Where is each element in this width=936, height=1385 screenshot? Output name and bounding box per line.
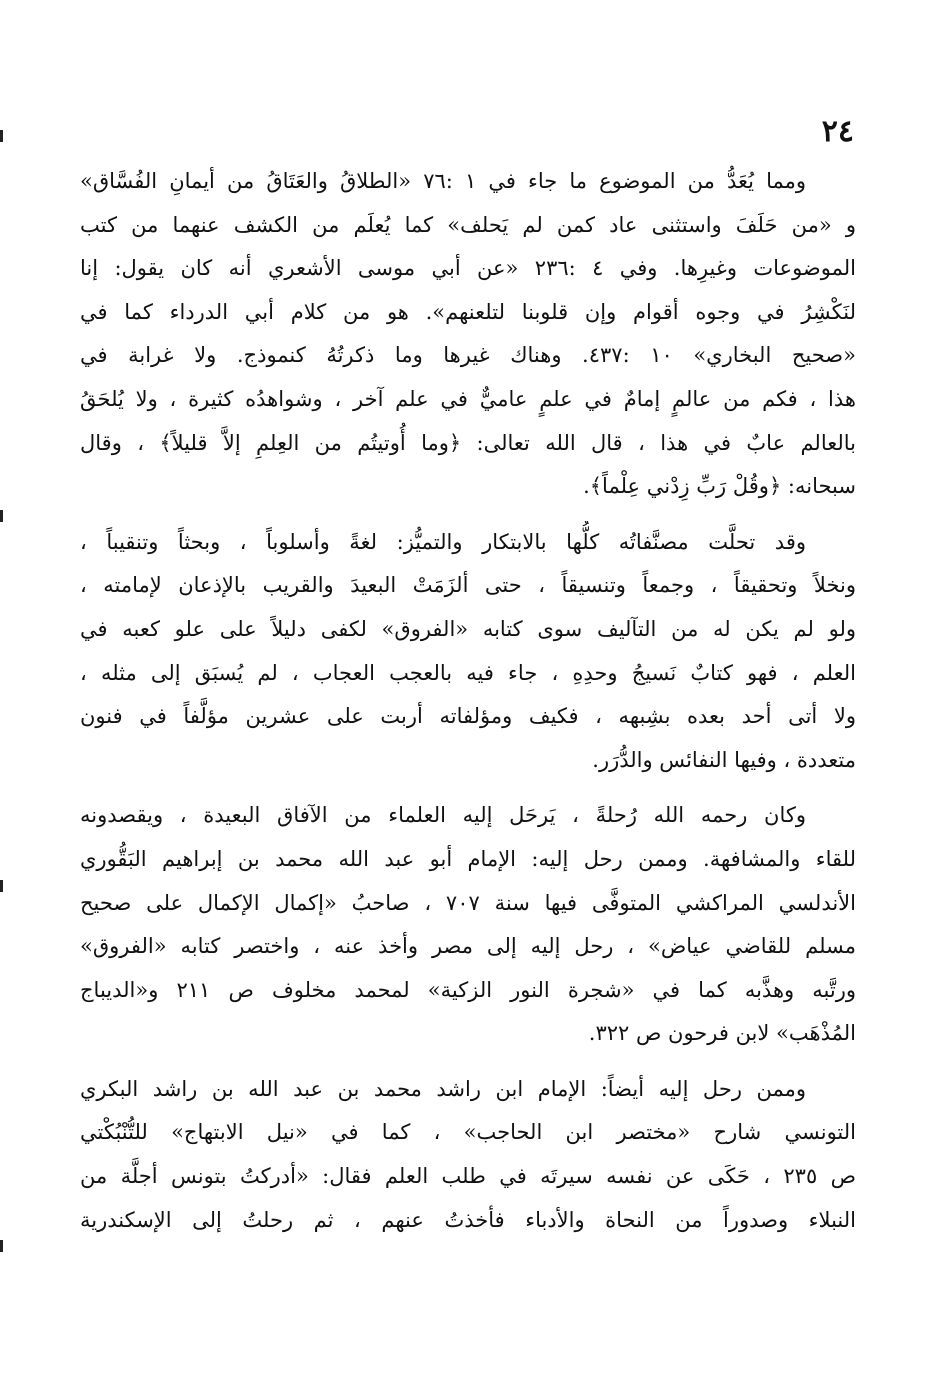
- margin-mark: [0, 1240, 3, 1252]
- margin-mark: [0, 880, 3, 892]
- text-line: «صحيح البخاري» ١٠ :٤٣٧. وهناك غيرها وما ذكرتُهُ كنموذج. ولا غرابة في: [80, 343, 856, 368]
- text-line: متعددة ، وفيها النفائس والدُّرَر.: [592, 747, 856, 772]
- text-line: هذا ، فكم من عالمٍ إمامٌ في علمٍ عاميٌّ في علم آخر ، وشواهدُه كثيرة ، ولا يُلحَقُ: [80, 386, 856, 411]
- paragraph-4: [80, 1068, 856, 1242]
- text-line: لنَكْشِرُ في وجوه أقوام وإن قلوبنا لتلعنهم». هو من كلام أبي الدرداء كما في: [80, 299, 856, 324]
- text-line: بالعالم عابٌ في هذا ، قال الله تعالى: ﴿وما أُوتيتُم من العِلمِ إلاَّ قليلاً﴾ ، وقال: [80, 430, 856, 455]
- body-text: [80, 160, 856, 1254]
- text-line: مسلم للقاضي عياض» ، رحل إليه إلى مصر وأخذ عنه ، واختصر كتابه «الفروق»: [80, 934, 856, 959]
- text-line: ورتَّبه وهذَّبه كما في «شجرة النور الزكية» لمحمد مخلوف ص ٢١١ و«الديباج: [80, 977, 856, 1002]
- text-line: ومما يُعَدُّ من الموضوع ما جاء في ١ :٧٦ «الطلاقُ والعَتَاقُ من أيمانِ الفُسَّاق»: [80, 169, 807, 193]
- text-line: و «من حَلَفَ واستثنى عاد كمن لم يَحلف» كما يُعلَم من الكشف عنهما من كتب: [80, 212, 856, 237]
- text-line: ونخلاً وتحقيقاً ، وجمعاً وتنسيقاً ، حتى ألزَمَتْ البعيدَ والقريب بالإذعان لإمامته ،: [80, 573, 856, 598]
- text-line: سبحانه: ﴿وقُلْ رَبِّ زِدْني عِلْماً﴾.: [583, 474, 856, 499]
- margin-mark: [0, 510, 3, 522]
- text-line: وممن رحل إليه أيضاً: الإمام ابن راشد محمد بن عبد الله بن راشد البكري: [80, 1076, 806, 1101]
- text-line: الأندلسي المراكشي المتوفَّى فيها سنة ٧٠٧ ، صاحبُ «إكمال الإكمال على صحيح: [80, 890, 856, 915]
- text-line: ص ٢٣٥ ، حَكَى عن نفسه سيرتَه في طلب العلم فقال: «أدركتُ بتونس أجلَّة من: [80, 1164, 856, 1189]
- text-line: وكان رحمه الله رُحلةً ، يَرحَل إليه العلماء من الآفاق البعيدة ، ويقصدونه: [80, 803, 806, 828]
- text-line: للقاء والمشافهة. وممن رحل إليه: الإمام أبو عبد الله محمد بن إبراهيم البَقُّوري: [80, 846, 856, 871]
- text-line: ولا أتى أحد بعده بشِبهه ، فكيف ومؤلفاته أربت على عشرين مؤلَّفاً في فنون: [80, 704, 856, 729]
- text-line: العلم ، فهو كتابٌ نَسيجُ وحدِهِ ، جاء فيه بالعجب العجاب ، لم يُسبَق إلى مثله ،: [80, 660, 856, 685]
- text-line: المُذْهَب» لابن فرحون ص ٣٢٢.: [588, 1021, 856, 1046]
- margin-mark: [0, 130, 3, 142]
- paragraph-3: [80, 794, 856, 1056]
- paragraph-2: [80, 521, 856, 783]
- paragraph-1: [80, 160, 856, 509]
- page-number: ٢٤: [821, 114, 854, 149]
- text-line: التونسي شارح «مختصر ابن الحاجب» ، كما في «نيل الابتهاج» للتُّنْبُكْتي: [80, 1120, 856, 1145]
- text-line: وقد تحلَّت مصنَّفاتُه كلُّها بالابتكار والتميُّز: لغةً وأسلوباً ، وبحثاً وتنقيباً ،: [80, 529, 806, 554]
- text-line: النبلاء وصدوراً من النحاة والأدباء فأخذتُ عنهم ، ثم رحلتُ إلى الإسكندرية: [80, 1207, 856, 1232]
- text-line: الموضوعات وغيرِها. وفي ٤ :٢٣٦ «عن أبي موسى الأشعري أنه كان يقول: إنا: [80, 256, 856, 281]
- text-line: ولو لم يكن له من التآليف سوى كتابه «الفروق» لكفى دليلاً على علو كعبه في: [80, 616, 856, 641]
